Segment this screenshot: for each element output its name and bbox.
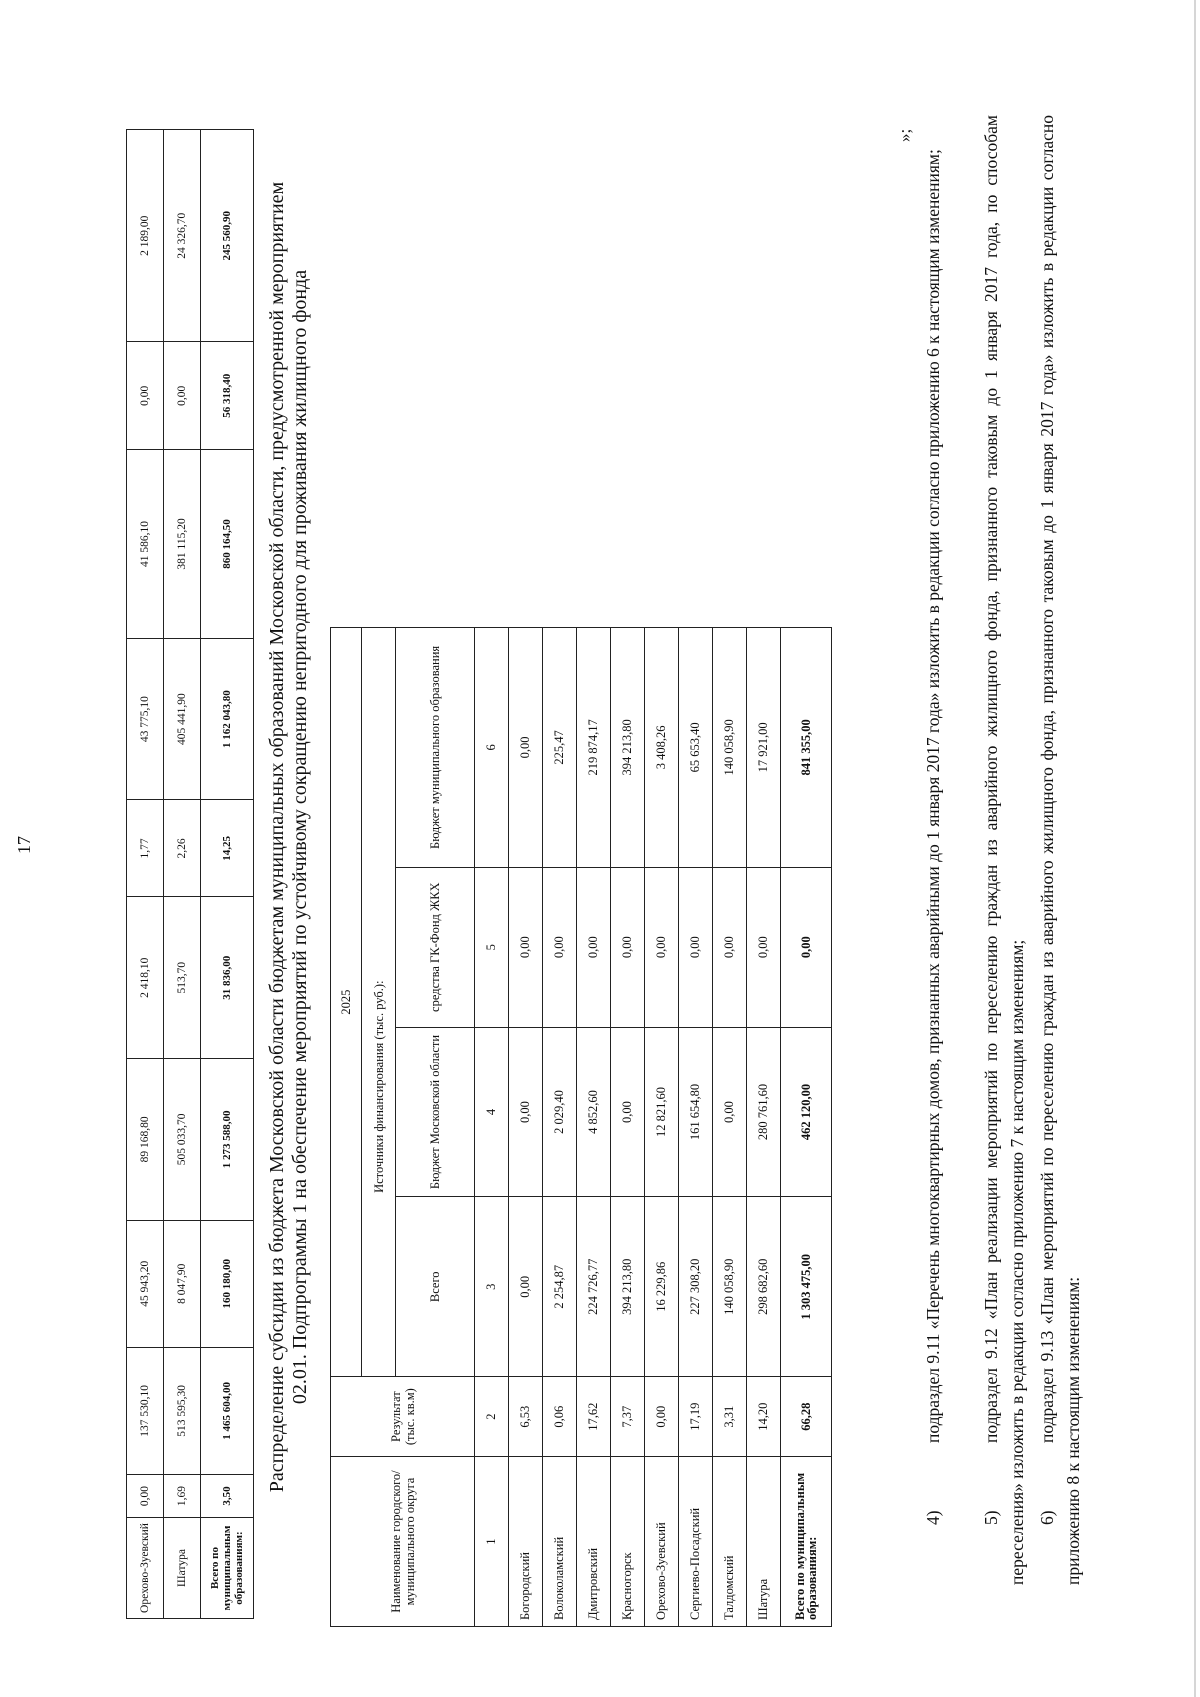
cell: 3,31 <box>713 1377 747 1457</box>
cell: 160 180,00 <box>201 1220 254 1347</box>
header-sources: Источники финансирования (тыс. руб.): <box>362 628 396 1197</box>
cell-name: Талдомский <box>713 1457 747 1627</box>
cell: 1,77 <box>127 800 164 897</box>
header-name: Наименование городского/муниципального округа <box>331 1457 475 1627</box>
cell: 405 441,90 <box>164 638 201 800</box>
cell: 89 168,80 <box>127 1059 164 1221</box>
cell: 41 586,10 <box>127 450 164 639</box>
header-year: 2025 <box>331 628 362 1377</box>
paragraph-number: 6) <box>1037 1510 1057 1525</box>
cell: 3,50 <box>201 1474 254 1517</box>
table-row <box>577 628 611 1627</box>
col-number: 4 <box>475 1027 509 1197</box>
cell: 17,19 <box>679 1377 713 1457</box>
cell: 0,00 <box>781 867 832 1027</box>
cell-name: Всего по муниципальным образованиям: <box>781 1457 832 1627</box>
table-row <box>127 130 164 1619</box>
cell: 6,53 <box>509 1377 543 1457</box>
cell: 462 120,00 <box>781 1027 832 1197</box>
cell: 0,00 <box>509 1027 543 1197</box>
table-row <box>164 130 201 1619</box>
cell: 219 874,17 <box>577 628 611 868</box>
cell-name: Шатура <box>164 1518 201 1619</box>
top-table <box>126 129 254 1619</box>
cell: 860 164,50 <box>201 450 254 639</box>
cell: 24 326,70 <box>164 130 201 342</box>
cell: 17 921,00 <box>747 628 781 868</box>
cell: 0,00 <box>543 867 577 1027</box>
cell: 65 653,40 <box>679 628 713 868</box>
cell: 0,00 <box>509 1197 543 1377</box>
col-number: 2 <box>475 1377 509 1457</box>
cell-name: Шатура <box>747 1457 781 1627</box>
header-total: Всего <box>396 1197 475 1377</box>
cell: 1 465 604,00 <box>201 1347 254 1474</box>
cell: 0,00 <box>577 867 611 1027</box>
cell: 2 029,40 <box>543 1027 577 1197</box>
cell: 12 821,60 <box>645 1027 679 1197</box>
col-number: 3 <box>475 1197 509 1377</box>
cell-name: Дмитровский <box>577 1457 611 1627</box>
cell: 0,00 <box>679 867 713 1027</box>
cell: 14,25 <box>201 800 254 897</box>
cell: 394 213,80 <box>611 1197 645 1377</box>
title-line-1: Распределение субсидии из бюджета Московской области бюджетам муниципальных образований Московской области, предусмотренной мероприятием <box>266 181 288 1493</box>
cell-name: Богородский <box>509 1457 543 1627</box>
cell: 4 852,60 <box>577 1027 611 1197</box>
paragraph-4 <box>920 115 946 1585</box>
paragraph-6 <box>1034 115 1086 1585</box>
cell: 66,28 <box>781 1377 832 1457</box>
cell: 224 726,77 <box>577 1197 611 1377</box>
cell: 1,69 <box>164 1474 201 1517</box>
paragraph-number: 5) <box>981 1510 1001 1525</box>
cell: 7,37 <box>611 1377 645 1457</box>
cell: 2 254,87 <box>543 1197 577 1377</box>
cell: 0,00 <box>611 867 645 1027</box>
section-title <box>266 127 312 1547</box>
cell-name: Всего по муниципальным образованиям: <box>201 1518 254 1619</box>
header-budget-municipal: Бюджет муниципального образования <box>396 628 475 868</box>
table-row <box>645 628 679 1627</box>
cell: 0,00 <box>611 1027 645 1197</box>
cell-name: Орехово-Зуевский <box>127 1518 164 1619</box>
table-row <box>543 628 577 1627</box>
cell: 1 273 588,00 <box>201 1059 254 1221</box>
page-number: 17 <box>14 836 34 854</box>
cell: 1 162 043,80 <box>201 638 254 800</box>
table-row <box>747 628 781 1627</box>
cell: 16 229,86 <box>645 1197 679 1377</box>
cell: 0,00 <box>127 1474 164 1517</box>
cell-name: Волоколамский <box>543 1457 577 1627</box>
cell: 394 213,80 <box>611 628 645 868</box>
header-row <box>331 628 362 1627</box>
cell-name: Красногорск <box>611 1457 645 1627</box>
cell: 245 560,90 <box>201 130 254 342</box>
cell: 45 943,20 <box>127 1220 164 1347</box>
cell: 8 047,90 <box>164 1220 201 1347</box>
cell: 0,00 <box>127 342 164 450</box>
header-budget-region: Бюджет Московской области <box>396 1027 475 1197</box>
cell: 31 836,00 <box>201 897 254 1059</box>
cell-name: Орехово-Зуевский <box>645 1457 679 1627</box>
cell: 0,00 <box>164 342 201 450</box>
cell: 140 058,90 <box>713 628 747 868</box>
cell: 43 775,10 <box>127 638 164 800</box>
cell: 298 682,60 <box>747 1197 781 1377</box>
cell: 225,47 <box>543 628 577 868</box>
closing-quote: »; <box>895 128 914 142</box>
subsidy-table <box>330 627 832 1627</box>
paragraph-text: подраздел 9.11 «Перечень многоквартирных домов, признанных аварийными до 1 января 2017 года» изложить в редакции согласно приложению 6 к настоящим изменениям; <box>923 149 943 1443</box>
table-total-row <box>201 130 254 1619</box>
cell: 3 408,26 <box>645 628 679 868</box>
title-line-2: 02.01. Подпрограммы 1 на обеспечение мероприятий по устойчивому сокращению непригодного для проживания жилищного фонда <box>289 269 311 1405</box>
cell: 17,62 <box>577 1377 611 1457</box>
col-number: 1 <box>475 1457 509 1627</box>
cell: 0,00 <box>747 867 781 1027</box>
cell: 227 308,20 <box>679 1197 713 1377</box>
cell: 841 355,00 <box>781 628 832 868</box>
paragraph-text: подраздел 9.12 «План реализации мероприятий по переселению граждан из аварийного жилищного фонда, признанного таковым до 1 января 2017 года, по способам переселения» изложить в редакции согласно приложению 7 к настоящим изменениям; <box>981 115 1027 1585</box>
table-total-row <box>781 628 832 1627</box>
cell: 2 189,00 <box>127 130 164 342</box>
cell: 0,00 <box>509 628 543 868</box>
cell: 381 115,20 <box>164 450 201 639</box>
cell: 0,06 <box>543 1377 577 1457</box>
header-fund: средства ГК-Фонд ЖКХ <box>396 867 475 1027</box>
cell: 56 318,40 <box>201 342 254 450</box>
paragraph-text: подраздел 9.13 «План мероприятий по переселению граждан из аварийного жилищного фонда, признанного таковым до 1 января 2017 года» изложить в редакции согласно приложению 8 к настоящим изменениям: <box>1037 115 1083 1585</box>
table-row <box>679 628 713 1627</box>
cell-name: Сергиево-Посадский <box>679 1457 713 1627</box>
col-number: 6 <box>475 628 509 868</box>
header-result: Результат (тыс. кв.м) <box>331 1377 475 1457</box>
cell: 14,20 <box>747 1377 781 1457</box>
cell: 0,00 <box>713 1027 747 1197</box>
cell: 0,00 <box>713 867 747 1027</box>
col-number: 5 <box>475 867 509 1027</box>
paragraph-number: 4) <box>923 1510 943 1525</box>
cell: 2,26 <box>164 800 201 897</box>
cell: 513 595,30 <box>164 1347 201 1474</box>
cell: 2 418,10 <box>127 897 164 1059</box>
cell: 140 058,90 <box>713 1197 747 1377</box>
cell: 161 654,80 <box>679 1027 713 1197</box>
cell: 513,70 <box>164 897 201 1059</box>
cell: 505 033,70 <box>164 1059 201 1221</box>
column-number-row <box>475 628 509 1627</box>
cell: 0,00 <box>509 867 543 1027</box>
paragraph-5 <box>978 115 1030 1585</box>
table-row <box>509 628 543 1627</box>
cell: 137 530,10 <box>127 1347 164 1474</box>
table-row <box>611 628 645 1627</box>
cell: 0,00 <box>645 867 679 1027</box>
cell: 280 761,60 <box>747 1027 781 1197</box>
cell: 0,00 <box>645 1377 679 1457</box>
table-row <box>713 628 747 1627</box>
cell: 1 303 475,00 <box>781 1197 832 1377</box>
